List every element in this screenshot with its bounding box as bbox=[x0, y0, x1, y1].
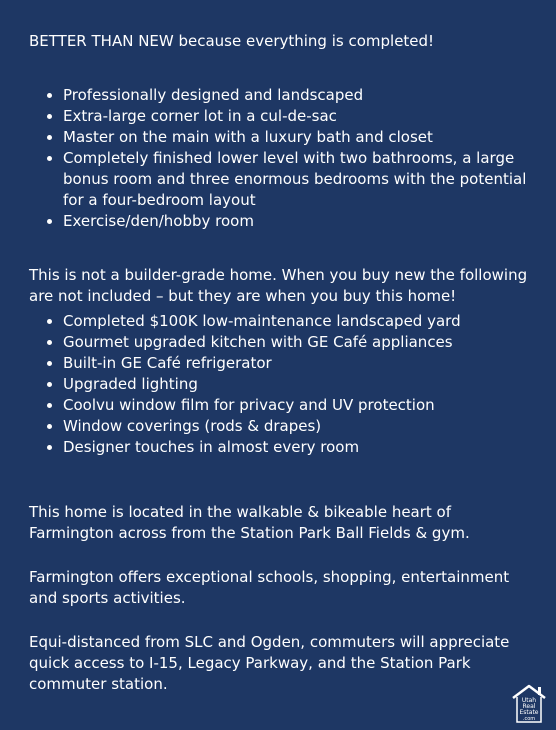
logo-text-line: Estate bbox=[519, 709, 539, 716]
utah-real-estate-logo bbox=[510, 682, 548, 724]
features-list bbox=[29, 85, 534, 232]
list-item: Exercise/den/hobby room bbox=[63, 211, 534, 232]
logo-text-line: Real bbox=[522, 703, 536, 710]
logo-text-line: Utah bbox=[521, 697, 537, 704]
location-text: This home is located in the walkable & bikeable heart of Farmington across from the Station Park Ball Fields & gym. bbox=[29, 503, 470, 542]
list-item: Gourmet upgraded kitchen with GE Café appliances bbox=[63, 332, 534, 353]
list-item: Coolvu window film for privacy and UV protection bbox=[63, 395, 534, 416]
house-logo-icon bbox=[510, 682, 548, 724]
list-item: Built-in GE Café refrigerator bbox=[63, 353, 534, 374]
commute-text: Equi-distanced from SLC and Ogden, commuters will appreciate quick access to I-15, Legacy Parkway, and the Station Park commuter station. bbox=[29, 633, 510, 693]
logo-text-line: .com bbox=[522, 716, 536, 722]
list-item: Upgraded lighting bbox=[63, 374, 534, 395]
listing-description bbox=[29, 31, 534, 695]
upgrades-list bbox=[29, 311, 534, 458]
list-item: Window coverings (rods & drapes) bbox=[63, 416, 534, 437]
intro-text: BETTER THAN NEW because everything is completed! bbox=[29, 32, 435, 50]
list-item: Extra-large corner lot in a cul-de-sac bbox=[63, 106, 534, 127]
list-item: Professionally designed and landscaped bbox=[63, 85, 534, 106]
list-item: Completely finished lower level with two bathrooms, a large bonus room and three enormous bedrooms with the potential for a four-bedroom layout bbox=[63, 148, 534, 211]
amenities-text: Farmington offers exceptional schools, shopping, entertainment and sports activities. bbox=[29, 568, 510, 607]
list-item: Designer touches in almost every room bbox=[63, 437, 534, 458]
list-item: Master on the main with a luxury bath and closet bbox=[63, 127, 534, 148]
list-item: Completed $100K low-maintenance landscaped yard bbox=[63, 311, 534, 332]
builder-grade-text: This is not a builder-grade home. When you buy new the following are not included – but they are when you buy this home! bbox=[29, 266, 528, 305]
